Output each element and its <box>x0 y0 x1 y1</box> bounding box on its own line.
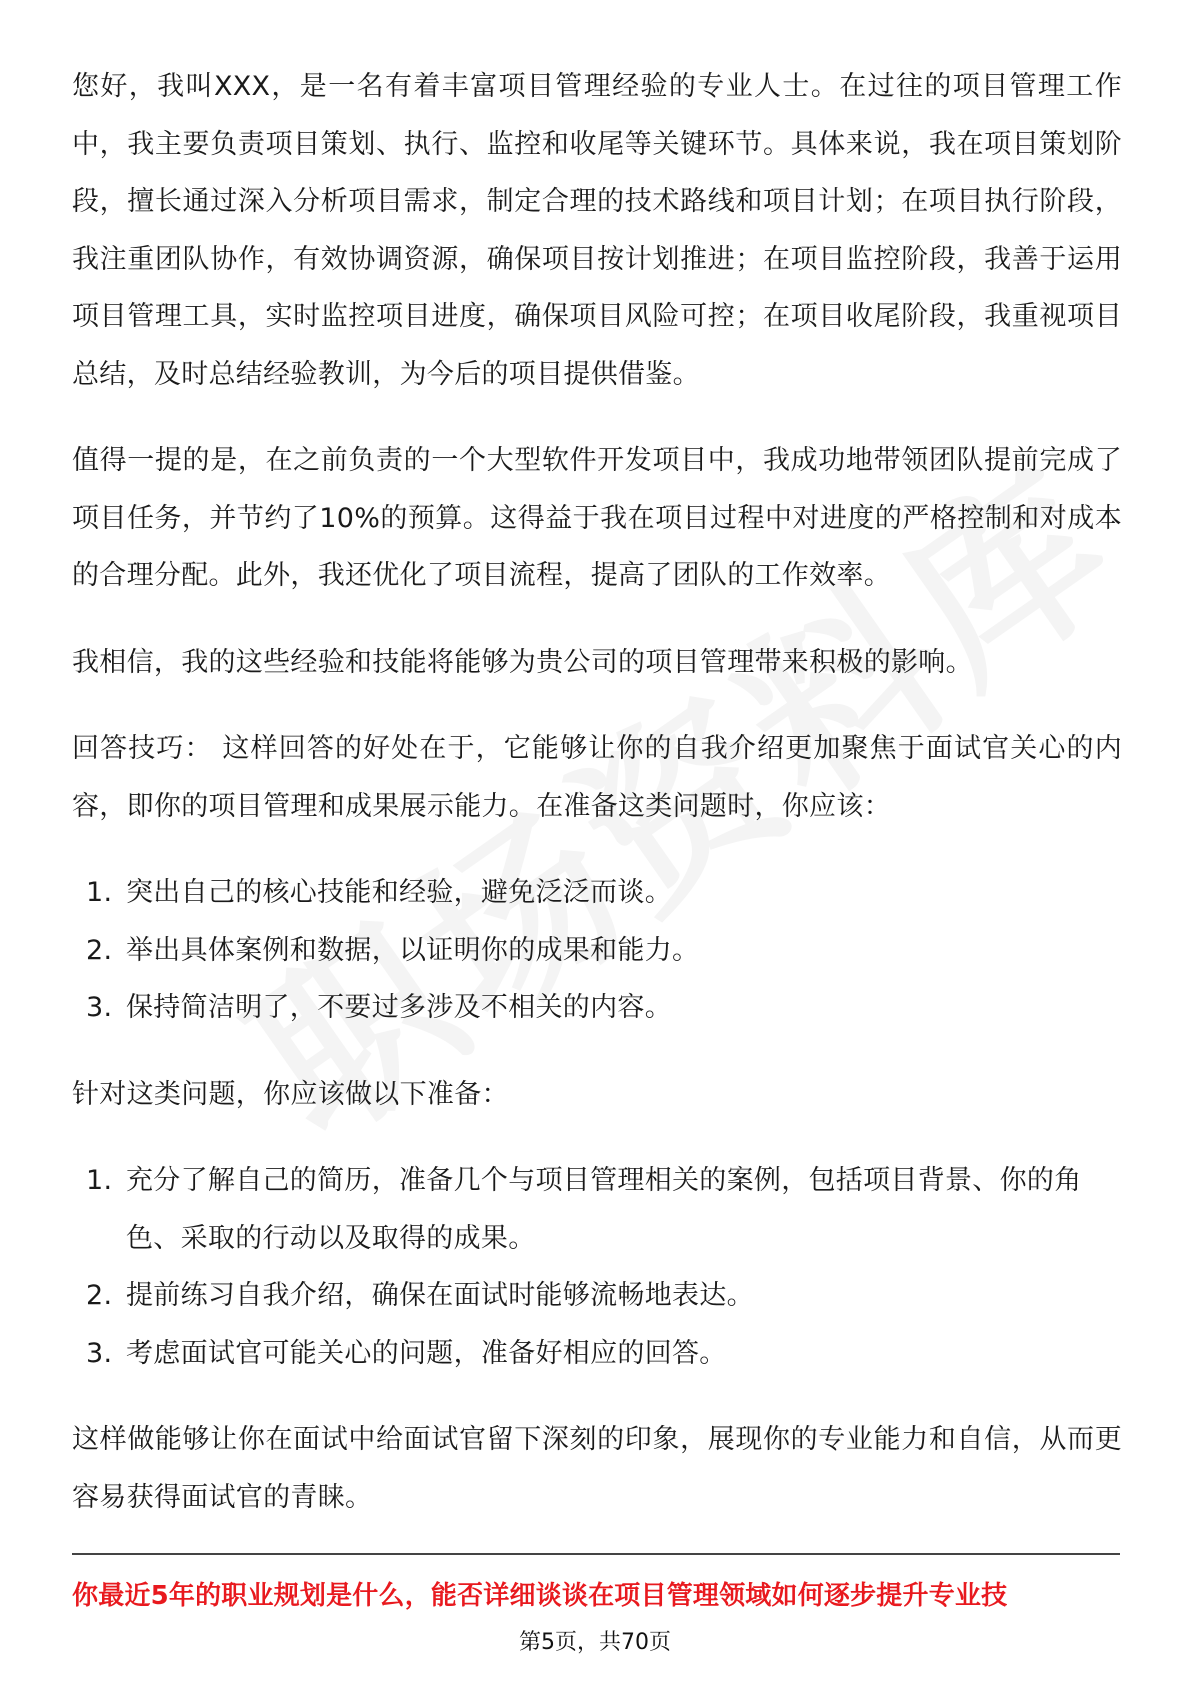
tips-list <box>72 864 1122 1037</box>
list-text: 提前练习自我介绍，确保在面试时能够流畅地表达。 <box>126 1280 754 1311</box>
list-item <box>72 1325 1122 1383</box>
paragraph-intro: 您好，我叫XXX，是一名有着丰富项目管理经验的专业人士。在过往的项目管理工作中，我主要负责项目策划、执行、监控和收尾等关键环节。具体来说，我在项目策划阶段，擅长通过深入分析项目需求，制定合理的技术路线和项目计划；在项目执行阶段，我注重团队协作，有效协调资源，确保项目按计划推进；在项目监控阶段，我善于运用项目管理工具，实时监控项目进度，确保项目风险可控；在项目收尾阶段，我重视项目总结，及时总结经验教训，为今后的项目提供借鉴。 <box>72 71 1122 390</box>
prep-list <box>72 1152 1122 1382</box>
list-number: 1. <box>86 1165 113 1196</box>
list-text: 突出自己的核心技能和经验，避免泛泛而谈。 <box>126 877 672 908</box>
paragraph-closing: 这样做能够让你在面试中给面试官留下深刻的印象，展现你的专业能力和自信，从而更容易获得面试官的青睐。 <box>72 1424 1122 1513</box>
paragraph-belief: 我相信，我的这些经验和技能将能够为贵公司的项目管理带来积极的影响。 <box>72 646 973 678</box>
list-text: 保持简洁明了，不要过多涉及不相关的内容。 <box>126 992 672 1023</box>
list-item <box>72 1267 1122 1325</box>
list-item <box>72 979 1122 1037</box>
list-number: 3. <box>86 992 113 1023</box>
page-number: 第5页，共70页 <box>519 1630 671 1655</box>
list-text: 考虑面试官可能关心的问题，准备好相应的回答。 <box>126 1337 727 1369</box>
next-question-heading: 你最近5年的职业规划是什么，能否详细谈谈在项目管理领域如何逐步提升专业技 <box>72 1581 1008 1611</box>
list-item <box>72 922 1122 980</box>
list-text: 举出具体案例和数据，以证明你的成果和能力。 <box>126 934 700 966</box>
list-number: 2. <box>86 1280 113 1311</box>
document-body <box>72 58 1122 1555</box>
list-number: 2. <box>86 934 113 966</box>
paragraph-prep-intro: 针对这类问题，你应该做以下准备： <box>72 1078 509 1110</box>
list-item <box>72 864 1122 922</box>
list-number: 3. <box>86 1337 113 1369</box>
list-text: 充分了解自己的简历，准备几个与项目管理相关的案例，包括项目背景、你的角色、采取的行动以及取得的成果。 <box>126 1165 1082 1254</box>
section-divider <box>72 1553 1120 1555</box>
paragraph-achievement: 值得一提的是，在之前负责的一个大型软件开发项目中，我成功地带领团队提前完成了项目任务，并节约了10%的预算。这得益于我在项目过程中对进度的严格控制和对成本的合理分配。此外，我还优化了项目流程，提高了团队的工作效率。 <box>72 445 1122 591</box>
paragraph-answer-tips: 回答技巧： 这样回答的好处在于，它能够让你的自我介绍更加聚焦于面试官关心的内容，即你的项目管理和成果展示能力。在准备这类问题时，你应该： <box>72 733 1122 822</box>
list-item <box>72 1152 1122 1267</box>
list-number: 1. <box>86 877 113 908</box>
